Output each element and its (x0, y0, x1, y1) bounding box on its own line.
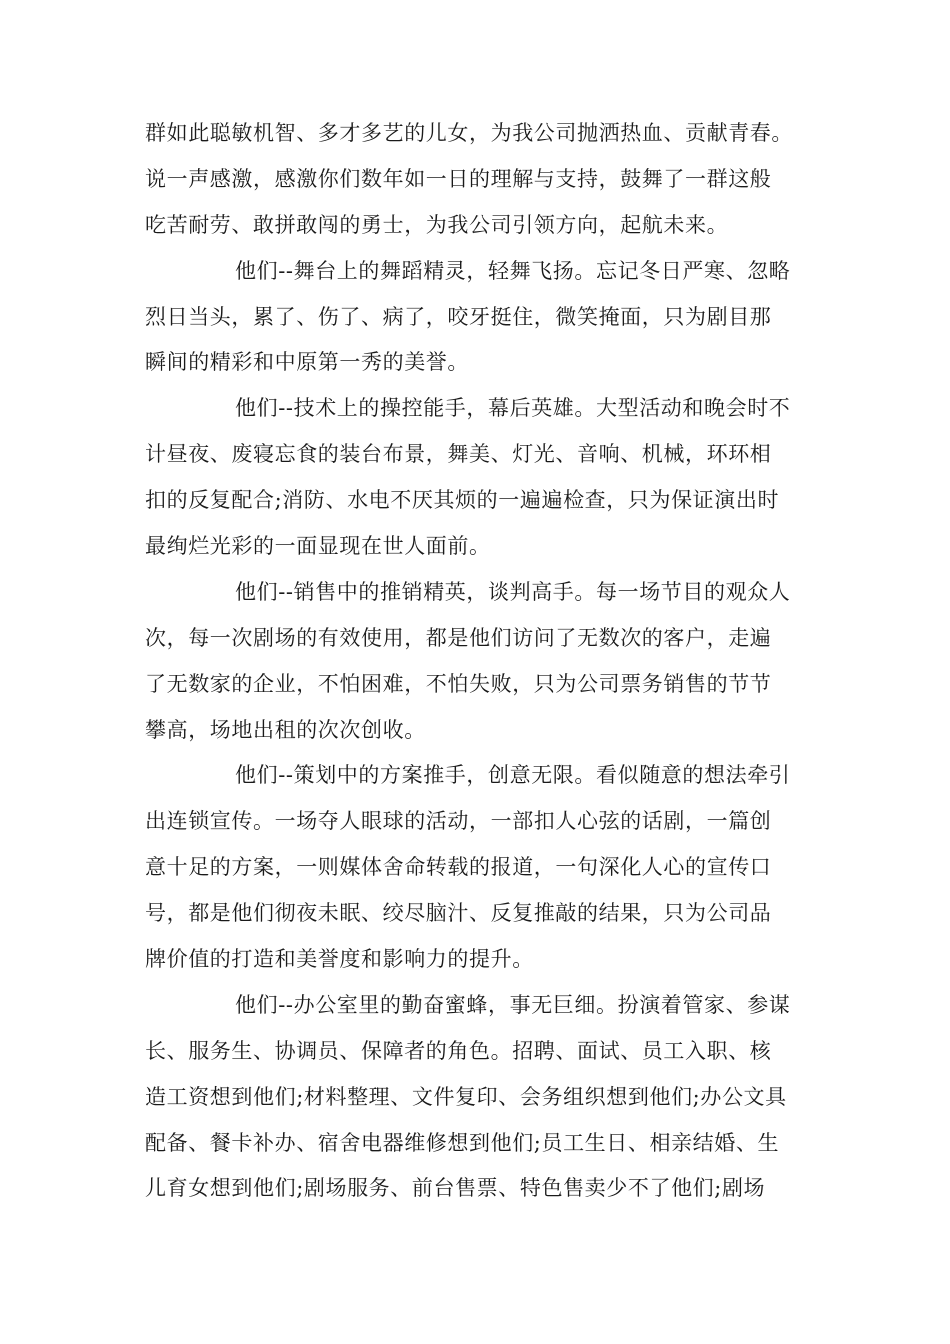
text-line: 最绚烂光彩的一面显现在世人面前。 (145, 534, 491, 559)
text-line: 次，每一次剧场的有效使用，都是他们访问了无数次的客户，走遍 (145, 625, 772, 650)
text-line: 长、服务生、协调员、保障者的角色。招聘、面试、员工入职、核 (145, 1038, 772, 1063)
text-line: 攀高，场地出租的次次创收。 (145, 717, 426, 742)
text-line: 瞬间的精彩和中原第一秀的美誉。 (145, 350, 469, 375)
paragraph-first-line: 他们--技术上的操控能手，幕后英雄。大型活动和晚会时不 (235, 396, 791, 421)
body-text (145, 111, 825, 1212)
text-line: 儿育女想到他们;剧场服务、前台售票、特色售卖少不了他们;剧场 (145, 1176, 766, 1201)
paragraph-first-line: 他们--办公室里的勤奋蜜蜂，事无巨细。扮演着管家、参谋 (235, 992, 791, 1017)
text-line: 了无数家的企业，不怕困难，不怕失败，只为公司票务销售的节节 (145, 671, 772, 696)
text-line: 号，都是他们彻夜未眠、绞尽脑汁、反复推敲的结果，只为公司品 (145, 901, 772, 926)
text-line: 配备、餐卡补办、宿舍电器维修想到他们;员工生日、相亲结婚、生 (145, 1130, 780, 1155)
paragraph-first-line: 他们--销售中的推销精英，谈判高手。每一场节目的观众人 (235, 579, 791, 604)
text-line: 意十足的方案，一则媒体舍命转载的报道，一句深化人心的宣传口 (145, 855, 772, 880)
text-line: 群如此聪敏机智、多才多艺的儿女，为我公司抛洒热血、贡献青春。 (145, 121, 793, 145)
text-line: 扣的反复配合;消防、水电不厌其烦的一遍遍检查，只为保证演出时 (145, 488, 780, 513)
text-line: 吃苦耐劳、敢拼敢闯的勇士，为我公司引领方向，起航未来。 (145, 212, 729, 237)
paragraph-first-line: 他们--舞台上的舞蹈精灵，轻舞飞扬。忘记冬日严寒、忽略 (235, 258, 791, 283)
text-line: 造工资想到他们;材料整理、文件复印、会务组织想到他们;办公文具 (145, 1084, 787, 1109)
text-line: 说一声感激，感激你们数年如一日的理解与支持，鼓舞了一群这般 (145, 166, 772, 191)
text-line: 计昼夜、废寝忘食的装台布景，舞美、灯光、音响、机械，环环相 (145, 442, 772, 467)
paragraph-first-line: 他们--策划中的方案推手，创意无限。看似随意的想法牵引 (235, 763, 791, 788)
text-line: 牌价值的打造和美誉度和影响力的提升。 (145, 947, 534, 972)
text-line: 出连锁宣传。一场夺人眼球的活动，一部扣人心弦的话剧，一篇创 (145, 809, 772, 834)
text-line: 烈日当头，累了、伤了、病了，咬牙挺住，微笑掩面，只为剧目那 (145, 304, 772, 329)
